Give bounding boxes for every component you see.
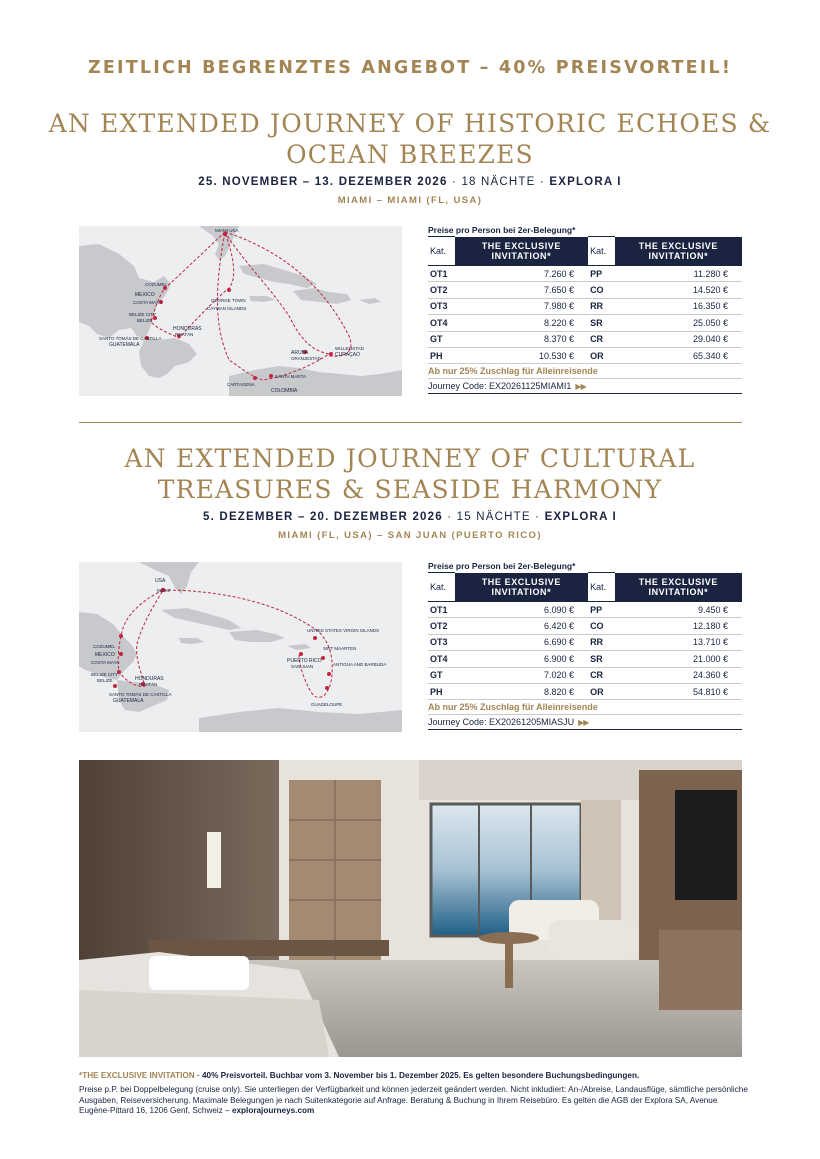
footer-terms-text: Preise p.P. bei Doppelbelegung (cruise only). Sie unterliegen der Verfügbarkeit und können jederzeit geändert werden. Nicht inkludiert: An-/Abreise, Landausflüge, sämtliche persönliche Ausgaben, Reiseversicherung. Maximale Belegungen je nach Suitenkategorie auf Anfrage. Beratung & Buchung in Ihrem Reisebüro. Es gelten die AGB der Explora SA, Avenue Eugène-Pittard 16, 1206 Genf, Schweiz – [79,1085,748,1116]
category-price: 6.090 € [455,602,588,618]
table-row [428,602,742,618]
price-column-header: THE EXCLUSIVE INVITATION* [455,573,588,602]
category-price: 9.450 € [615,602,742,618]
journey-1-title [0,108,820,170]
category-code: OT3 [428,298,455,314]
category-price: 11.280 € [615,266,742,282]
category-price: 7.650 € [455,282,588,298]
map-label-san-juan: SAN JUAN [291,664,314,669]
single-supplement-note: Ab nur 25% Zuschlag für Alleinreisende [428,364,742,379]
category-price: 29.040 € [615,331,742,347]
map-label-costa-maya: COSTA MAYA [91,660,120,665]
map-label-roatan: ROATÁN [175,332,194,337]
table-row [428,618,742,634]
category-code: GT [428,667,455,683]
table-row [428,298,742,314]
section-divider [79,422,742,423]
journey-2-nights: 15 NÄCHTE [456,511,531,523]
category-code: RR [588,298,615,314]
separator: · [530,511,545,523]
kat-header: Kat. [428,237,455,266]
category-price: 25.050 € [615,315,742,331]
map-label-costa-maya: COSTA MAYA [133,300,162,305]
suite-illustration [79,760,742,1057]
journey-1-route: MIAMI – MIAMI (FL, USA) [337,195,483,206]
map-label-guatemala: GUATEMALA [109,342,140,348]
offer-banner: ZEITLICH BEGRENZTES ANGEBOT – 40% PREISVORTEIL! [87,58,733,78]
map-label-mexico: MEXICO [95,652,115,658]
category-code: GT [428,331,455,347]
journey-1-ship: EXPLORA I [549,176,622,188]
double-arrow-icon: ▶▶ [578,718,589,728]
journey-2-dates: 5. DEZEMBER – 20. DEZEMBER 2026 [203,511,443,523]
map-label-cozumel: COZUMEL [145,282,168,287]
category-code: OT4 [428,651,455,667]
category-code: CO [588,618,615,634]
category-price: 65.340 € [615,347,742,363]
price-caption: Preise pro Person bei 2er-Belegung* [428,225,576,235]
map-label-oranjestad: ORANJESTAD [291,356,321,361]
category-code: PP [588,266,615,282]
table-row [428,651,742,667]
journey-1-title-line2: OCEAN BREEZES [286,140,534,169]
journey-code-link[interactable] [428,379,742,394]
separator: · [442,511,457,523]
category-code: OR [588,347,615,363]
journey-1-price-panel [428,224,742,394]
category-price: 24.360 € [615,667,742,683]
table-row [428,634,742,650]
category-code: SR [588,315,615,331]
kat-header: Kat. [428,573,455,602]
footer-offer-line [79,1071,759,1080]
category-price: 8.220 € [455,315,588,331]
single-supplement-note: Ab nur 25% Zuschlag für Alleinreisende [428,700,742,715]
journey-2-price-table [428,572,742,700]
journey-code: Journey Code: EX20261205MIASJU [428,717,575,728]
journey-1-dates-line [0,176,820,188]
journey-2-route: MIAMI (FL, USA) – SAN JUAN (PUERTO RICO) [278,530,542,541]
map-label-mexico: MEXICO [135,292,155,298]
map-label-miami: MIAMI USA [215,228,239,233]
map-label-usvi: UNITED STATES VIRGIN ISLANDS [307,628,380,633]
map-label-aruba: ARUBA [291,350,309,356]
price-column-header: THE EXCLUSIVE INVITATION* [455,237,588,266]
separator: · [194,1071,202,1080]
map-label-miami: MIAMI [157,588,170,593]
journey-2-ship: EXPLORA I [544,511,617,523]
kat-header: Kat. [588,573,615,602]
footer-terms [79,1085,749,1117]
map-label-belize-city: BELIZE CITY [91,672,119,677]
map-label-honduras: HONDURAS [135,676,164,682]
journey-1-price-table [428,236,742,364]
website-link[interactable]: explorajourneys.com [231,1106,315,1116]
category-price: 12.180 € [615,618,742,634]
category-price: 13.710 € [615,634,742,650]
category-price: 7.980 € [455,298,588,314]
category-code: OT2 [428,618,455,634]
map-label-guadeloupe: GUADELOUPE [311,702,343,707]
category-price: 14.520 € [615,282,742,298]
journey-2-title-line2: TREASURES & SEASIDE HARMONY [157,475,663,504]
footer-invite: THE EXCLUSIVE INVITATION [82,1071,195,1080]
table-row [428,282,742,298]
category-code: OT1 [428,602,455,618]
map-label-santo-tomas: SANTO TOMÁS DE CASTILLA [109,692,172,697]
table-row [428,266,742,282]
kat-header: Kat. [588,237,615,266]
category-code: SR [588,651,615,667]
journey-1-title-line1: AN EXTENDED JOURNEY OF HISTORIC ECHOES & [48,109,772,138]
map-label-cartagena: CARTAGENA [227,382,255,387]
journey-1-nights: 18 NÄCHTE [461,176,536,188]
category-price: 10.530 € [455,347,588,363]
price-column-header: THE EXCLUSIVE INVITATION* [615,573,742,602]
category-price: 6.690 € [455,634,588,650]
table-row [428,331,742,347]
map-label-santa-marta: SANTA MARTA [275,374,307,379]
category-code: CR [588,667,615,683]
journey-code-link[interactable] [428,715,742,730]
journey-2-dates-line [0,511,820,523]
map-label-roatan: ROATÁN [139,682,158,687]
category-code: OT4 [428,315,455,331]
journey-2-map-graphic [79,562,402,732]
map-label-cayman: CAYMAN ISLANDS [207,306,247,311]
category-code: OT3 [428,634,455,650]
journey-2-title [0,443,820,505]
map-label-antigua: ANTIGUA AND BARBUDA [333,662,387,667]
journey-2-route-map [79,562,402,732]
table-row [428,667,742,683]
map-label-honduras: HONDURAS [173,326,202,332]
category-price: 7.260 € [455,266,588,282]
category-price: 8.820 € [455,683,588,699]
category-code: PH [428,683,455,699]
separator: · [447,176,462,188]
category-price: 16.350 € [615,298,742,314]
double-arrow-icon: ▶▶ [575,382,586,392]
footer-booking-window: Buchbar vom 3. November bis 1. Dezember 2025. Es gelten besondere Buchungsbedingungen. [267,1071,640,1080]
footnote-star: * [79,1071,83,1080]
map-label-belize: BELIZE [137,318,153,323]
category-code: CO [588,282,615,298]
journey-code: Journey Code: EX20261125MIAMI1 [428,381,572,392]
map-label-colombia: COLOMBIA [271,388,298,394]
map-label-belize: BELIZE [97,678,113,683]
journey-2-price-panel [428,560,742,730]
map-label-belize-city: BELIZE CITY [129,312,157,317]
map-label-guatemala: GUATEMALA [113,698,144,704]
price-column-header: THE EXCLUSIVE INVITATION* [615,237,742,266]
map-label-willemstad: WILLEMSTAD [335,346,364,351]
price-caption: Preise pro Person bei 2er-Belegung* [428,561,576,571]
category-code: OR [588,683,615,699]
journey-1-map-graphic [79,226,402,396]
map-label-george-town: GEORGE TOWN [211,298,246,303]
table-row [428,683,742,699]
category-price: 21.000 € [615,651,742,667]
category-price: 8.370 € [455,331,588,347]
category-price: 54.810 € [615,683,742,699]
map-label-cozumel: COZUMEL [93,644,116,649]
category-code: OT1 [428,266,455,282]
category-code: PH [428,347,455,363]
map-label-puerto-rico: PUERTO RICO [287,658,322,664]
map-label-sint-maarten: SINT MAARTEN [323,646,357,651]
category-code: RR [588,634,615,650]
category-price: 7.020 € [455,667,588,683]
suite-photo [79,760,742,1057]
category-code: CR [588,331,615,347]
footer-discount: 40% Preisvorteil. [201,1071,268,1080]
journey-1-route-map [79,226,402,396]
journey-2-title-line1: AN EXTENDED JOURNEY OF CULTURAL [124,444,696,473]
category-code: OT2 [428,282,455,298]
journey-1-dates: 25. NOVEMBER – 13. DEZEMBER 2026 [198,176,448,188]
map-label-santo-tomas: SANTO TOMÁS DE CASTILLA [99,336,162,341]
table-row [428,347,742,363]
map-label-usa: USA [155,578,166,584]
table-row [428,315,742,331]
category-code: PP [588,602,615,618]
category-price: 6.900 € [455,651,588,667]
map-label-curacao: CURAÇAO [335,352,361,358]
category-price: 6.420 € [455,618,588,634]
separator: · [535,176,550,188]
